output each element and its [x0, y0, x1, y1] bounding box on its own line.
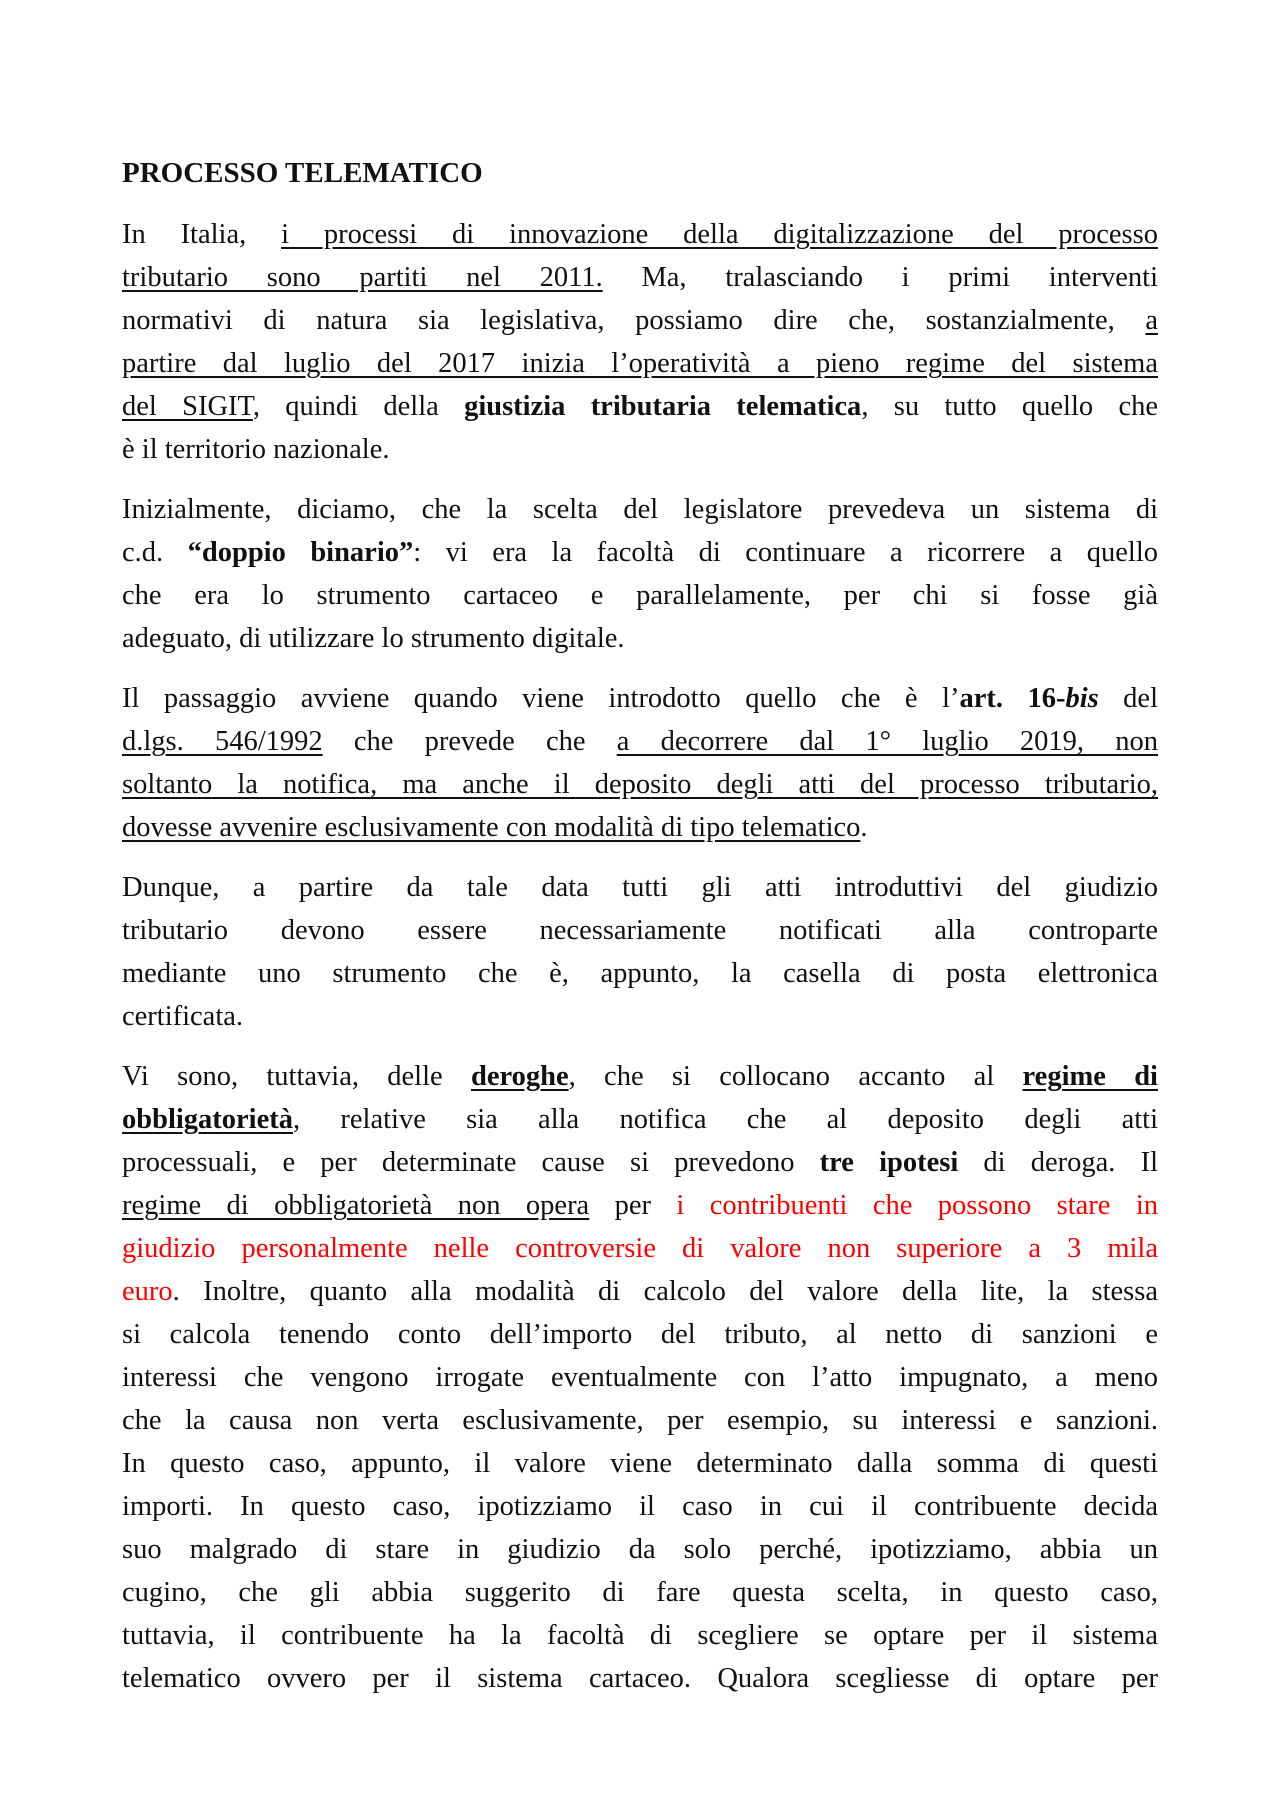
emphasized-text: soltanto la notifica, ma anche il deposito degli atti del processo tributario, — [122, 769, 1158, 800]
text-run: , su tutto quello che — [861, 391, 1158, 422]
text-line — [122, 866, 1158, 909]
text-run: per — [589, 1190, 677, 1221]
text-run: certificata. — [122, 1001, 244, 1032]
document-body — [122, 213, 1158, 1700]
text-line — [122, 488, 1158, 531]
text-run: normativi di natura sia legislativa, possiamo dire che, sostanzialmente, — [122, 305, 1146, 336]
text-run: del — [1098, 683, 1158, 714]
emphasized-text: a decorrere dal 1° luglio 2019, non — [616, 726, 1158, 757]
text-run: , quindi della — [252, 391, 465, 422]
text-line — [122, 909, 1158, 952]
text-run: Inizialmente, diciamo, che la scelta del legislatore prevedeva un sistema di — [122, 494, 1158, 525]
emphasized-text: “doppio binario” — [187, 537, 414, 568]
text-line — [122, 1141, 1158, 1184]
emphasized-text: d.lgs. 546/1992 — [122, 726, 323, 757]
text-line — [122, 1313, 1158, 1356]
text-line — [122, 677, 1158, 720]
highlighted-text: euro — [122, 1276, 173, 1307]
emphasized-text: giustizia tributaria telematica — [464, 391, 862, 422]
text-run: . — [860, 812, 868, 843]
text-run: c.d. — [122, 537, 188, 568]
paragraph — [122, 677, 1158, 849]
text-line — [122, 617, 1158, 660]
text-run: . Inoltre, quanto alla modalità di calcolo del valore della lite, la stessa — [172, 1276, 1158, 1307]
text-line — [122, 1399, 1158, 1442]
highlighted-text: giudizio personalmente nelle controversie di valore non superiore a 3 mila — [122, 1233, 1158, 1264]
text-line — [122, 385, 1158, 428]
emphasized-text: bis — [1065, 683, 1099, 714]
text-run: tuttavia, il contribuente ha la facoltà di scegliere se optare per il sistema — [122, 1620, 1158, 1651]
emphasized-text: partire dal luglio del 2017 inizia l’operatività a pieno regime del sistema — [122, 348, 1158, 379]
text-run: In questo caso, appunto, il valore viene determinato dalla somma di questi — [122, 1448, 1158, 1479]
emphasized-text: tributario sono partiti nel 2011. — [122, 262, 603, 293]
text-run: di deroga. Il — [958, 1147, 1158, 1178]
highlighted-text: i contribuenti che possono stare in — [676, 1190, 1158, 1221]
text-run: Vi sono, tuttavia, delle — [122, 1061, 471, 1092]
text-run: importi. In questo caso, ipotizziamo il caso in cui il contribuente decida — [122, 1491, 1158, 1522]
text-line — [122, 763, 1158, 806]
emphasized-text: deroghe — [470, 1061, 569, 1092]
text-run: si calcola tenendo conto dell’importo del tributo, al netto di sanzioni e — [122, 1319, 1158, 1350]
text-run: : vi era la facoltà di continuare a ricorrere a quello — [413, 537, 1159, 568]
text-line — [122, 1184, 1158, 1227]
text-line — [122, 952, 1158, 995]
text-line — [122, 256, 1158, 299]
paragraph — [122, 488, 1158, 660]
text-run: , relative sia alla notifica che al deposito degli atti — [293, 1104, 1158, 1135]
text-run: è il territorio nazionale. — [122, 434, 390, 465]
text-line — [122, 531, 1158, 574]
text-line — [122, 1485, 1158, 1528]
text-line — [122, 1657, 1158, 1700]
text-run: Dunque, a partire da tale data tutti gli atti introduttivi del giudizio — [122, 872, 1158, 903]
text-run: che era lo strumento cartaceo e parallelamente, per chi si fosse già — [122, 580, 1158, 611]
text-run: che prevede che — [322, 726, 617, 757]
paragraph — [122, 213, 1158, 471]
text-run: , che si collocano accanto al — [568, 1061, 1023, 1092]
text-run: Ma, tralasciando i primi interventi — [602, 262, 1158, 293]
emphasized-text: obbligatorietà — [122, 1104, 293, 1135]
paragraph — [122, 866, 1158, 1038]
emphasized-text: regime di obbligatorietà non opera — [122, 1190, 590, 1221]
text-line — [122, 1055, 1158, 1098]
text-run: processuali, e per determinate cause si prevedono — [122, 1147, 820, 1178]
emphasized-text: dovesse avvenire esclusivamente con modalità di tipo telematico — [122, 812, 861, 843]
text-line — [122, 806, 1158, 849]
document-title: PROCESSO TELEMATICO — [122, 157, 483, 189]
emphasized-text: i processi di innovazione della digitalizzazione del processo — [281, 219, 1158, 250]
text-run: In Italia, — [122, 219, 282, 250]
text-line — [122, 574, 1158, 617]
text-line — [122, 213, 1158, 256]
text-run: che la causa non verta esclusivamente, per esempio, su interessi e sanzioni. — [122, 1405, 1158, 1436]
text-line — [122, 1571, 1158, 1614]
text-line — [122, 1227, 1158, 1270]
paragraph — [122, 1055, 1158, 1700]
text-line — [122, 1528, 1158, 1571]
text-run: telematico ovvero per il sistema cartaceo. Qualora scegliesse di optare per — [122, 1663, 1158, 1694]
text-run: tributario devono essere necessariamente notificati alla controparte — [122, 915, 1158, 946]
text-run: interessi che vengono irrogate eventualmente con l’atto impugnato, a meno — [122, 1362, 1158, 1393]
text-run: adeguato, di utilizzare lo strumento digitale. — [122, 623, 625, 654]
emphasized-text: del SIGIT — [122, 391, 253, 422]
text-line — [122, 1614, 1158, 1657]
document-page — [122, 152, 1158, 1717]
emphasized-text: a — [1145, 305, 1158, 336]
text-line — [122, 1442, 1158, 1485]
text-run: suo malgrado di stare in giudizio da solo perché, ipotizziamo, abbia un — [122, 1534, 1158, 1565]
emphasized-text: regime di — [1022, 1061, 1158, 1092]
text-line — [122, 342, 1158, 385]
text-run: cugino, che gli abbia suggerito di fare questa scelta, in questo caso, — [122, 1577, 1158, 1608]
emphasized-text: tre ipotesi — [819, 1147, 959, 1178]
emphasized-text: art. 16- — [959, 683, 1066, 714]
text-line — [122, 1356, 1158, 1399]
text-run: mediante uno strumento che è, appunto, la casella di posta elettronica — [122, 958, 1158, 989]
text-line — [122, 299, 1158, 342]
text-line — [122, 720, 1158, 763]
text-line — [122, 1098, 1158, 1141]
text-run: Il passaggio avviene quando viene introdotto quello che è l’ — [122, 683, 960, 714]
text-line — [122, 1270, 1158, 1313]
text-line — [122, 428, 1158, 471]
text-line — [122, 995, 1158, 1038]
